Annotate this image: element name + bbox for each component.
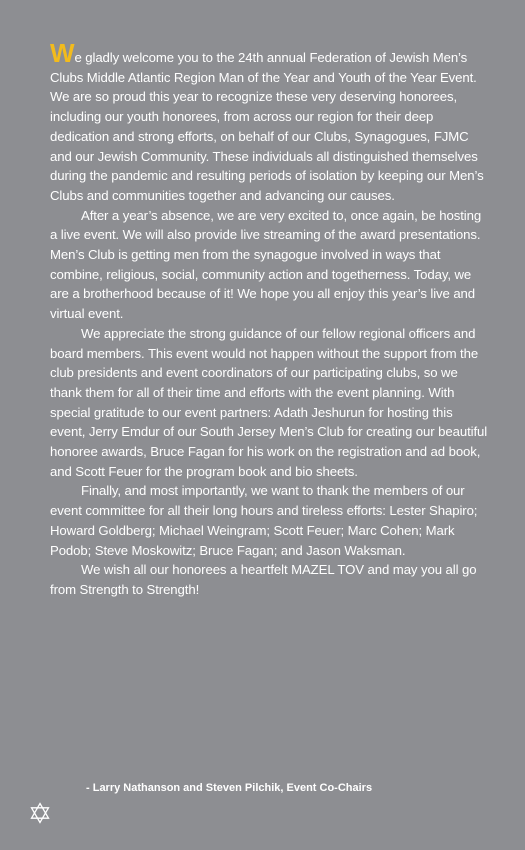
letter-paragraph-4: Finally, and most importantly, we want to thank the members of our event committee for all their long hours and tireless efforts: Lester Shapiro; Howard Goldberg; Michael Weingram; Scott Feuer; Marc Cohen; Mark Podob; Steve Moskowitz; Bruce Fagan; and Jason Waksman. bbox=[50, 483, 478, 558]
paragraph-1-text: e gladly welcome you to the 24th annual Federation of Jewish Men’s Clubs Middle Atlantic Region Man of the Year and Youth of the Year Event. We are so proud this year to recognize these very deserving honorees, including our youth honorees, from across our region for their deep dedication and strong efforts, on behalf of our Clubs, Synagogues, FJMC and our Jewish Community. These individuals all distinguished themselves during the pandemic and resulting periods of isolation by keeping our Men’s Clubs and communities together and advancing our causes. bbox=[50, 50, 484, 203]
drop-cap: W bbox=[50, 38, 75, 68]
letter-paragraph-5: We wish all our honorees a heartfelt MAZEL TOV and may you all go from Strength to Strength! bbox=[50, 562, 477, 597]
letter-paragraph-3: We appreciate the strong guidance of our fellow regional officers and board members. This event would not happen without the support from the club presidents and event coordinators of our participating clubs, so we thank them for all of their time and efforts with the event planning. With special gratitude to our event partners: Adath Jeshurun for hosting this event, Jerry Emdur of our South Jersey Men’s Club for creating our beautiful honoree awards, Bruce Fagan for his work on the registration and ad book, and Scott Feuer for the program book and bio sheets. bbox=[50, 325, 488, 479]
letter-paragraph-1 bbox=[50, 38, 490, 206]
welcome-letter bbox=[50, 38, 490, 600]
signature-line: - Larry Nathanson and Steven Pilchik, Event Co-Chairs bbox=[86, 782, 373, 794]
letter-paragraph-2: After a year’s absence, we are very excited to, once again, be hosting a live event. We will also provide live streaming of the award presentations. Men’s Club is getting men from the synagogue involved in ways that combine, religious, social, community action and togetherness. Today, we are a brotherhood because of it! We hope you all enjoy this year’s live and virtual event. bbox=[50, 207, 482, 322]
star-of-david-icon bbox=[29, 802, 51, 824]
